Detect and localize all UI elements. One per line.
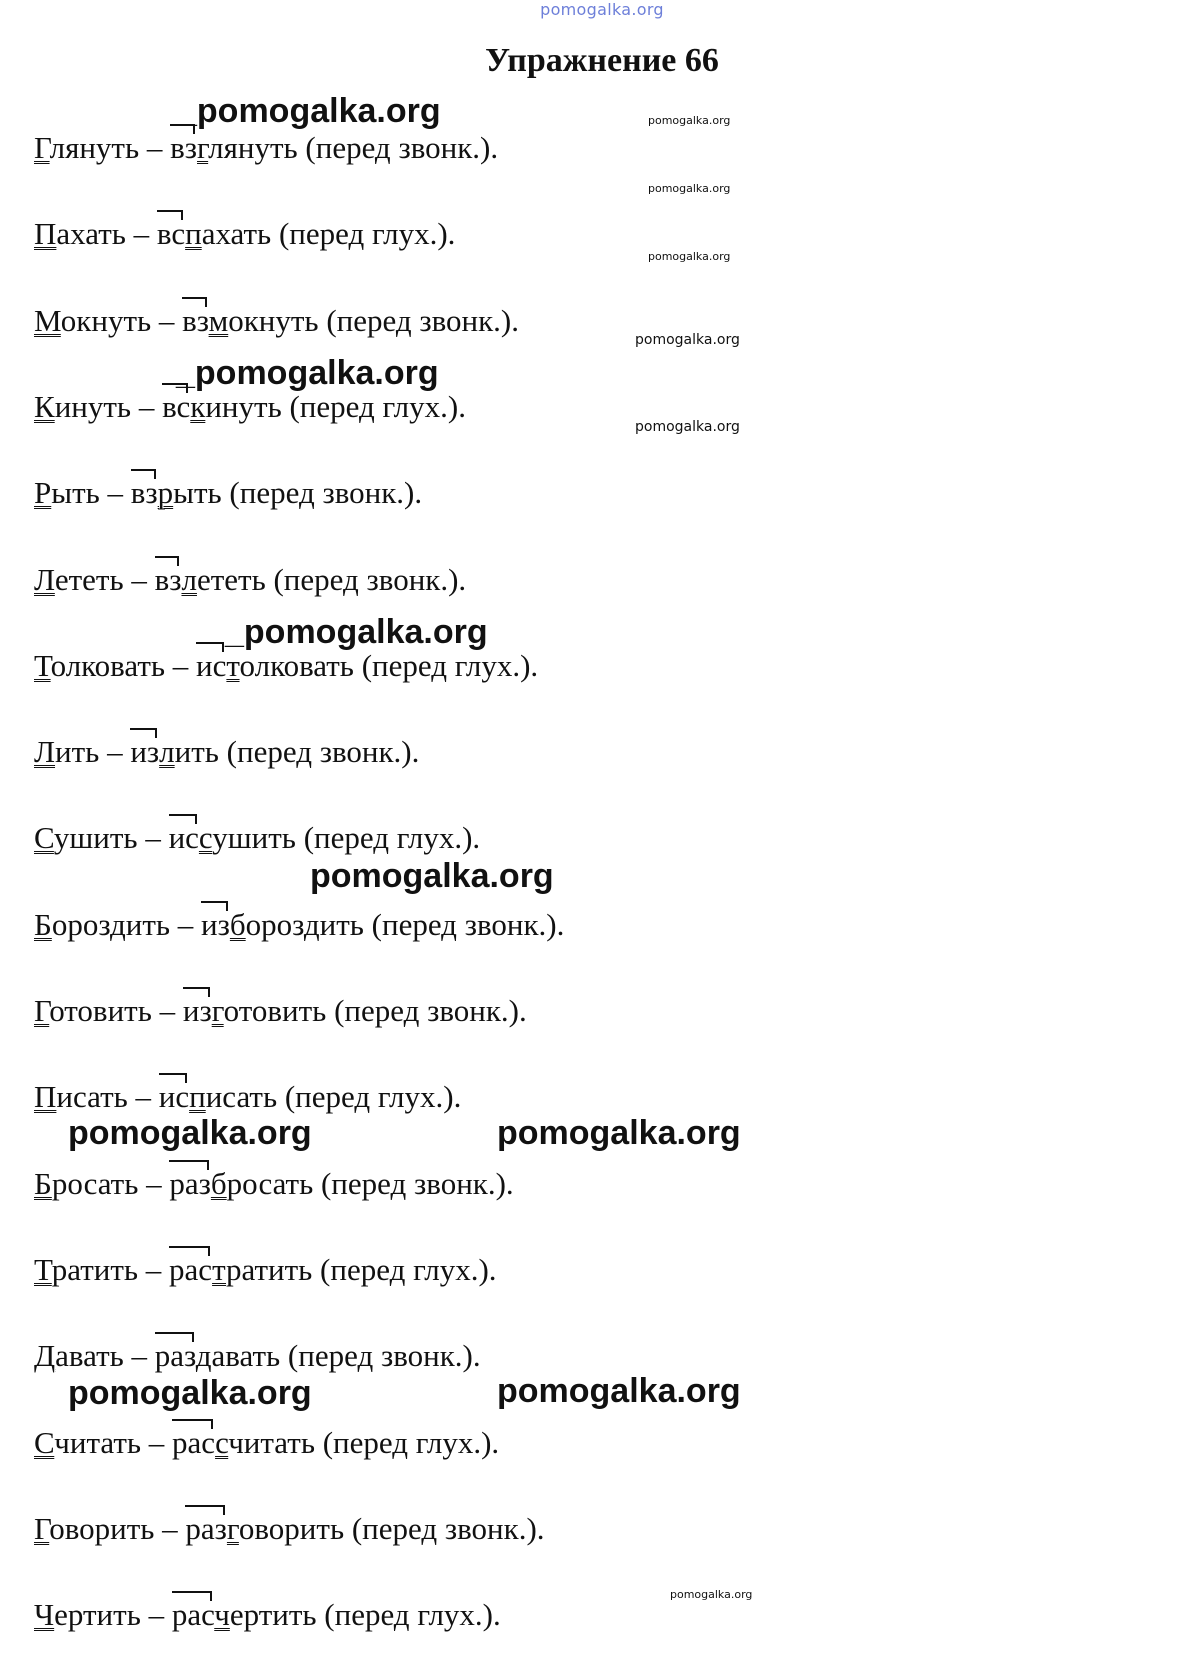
base-initial-letter: Г [34,993,50,1028]
derived-word: взглянуть [170,130,298,165]
base-initial-letter: Б [34,1166,52,1201]
rule-note: (перед глух.). [353,648,539,683]
derived-word: рассчитать [172,1425,315,1460]
prefix-mark: вс [162,389,191,424]
base-initial-letter: Т [34,1252,52,1287]
base-initial-letter: П [34,1079,57,1114]
base-word: Давать [34,1338,124,1373]
exercise-line [34,1425,499,1461]
exercise-line [34,389,466,425]
rule-note: (перед глух.). [281,389,466,424]
derived-word: изготовить [182,993,327,1028]
base-word: Лететь [34,562,124,597]
derived-word: расчертить [171,1597,317,1632]
consonant-mark: г [226,1511,239,1546]
base-word: Писать [34,1079,128,1114]
base-word: Считать [34,1425,142,1460]
dash: – [137,820,169,855]
watermark: pomogalka.org [497,1372,741,1410]
base-word: Рыть [34,475,100,510]
rule-note: (перед звонк.). [326,993,527,1028]
prefix-mark: вс [156,216,186,251]
rule-note: (перед звонк.). [344,1511,545,1546]
watermark: pomogalka.org [68,1374,312,1412]
base-word: Глянуть [34,130,140,165]
derived-word: взлететь [154,562,266,597]
watermark: pomogalka.org [648,250,731,263]
dash: – [151,993,183,1028]
derived-word: взрыть [130,475,222,510]
base-initial-letter: К [34,389,55,424]
prefix-mark: из [201,907,230,942]
dash: – [139,130,171,165]
dash: – [141,1425,173,1460]
base-initial-letter: Г [34,1511,50,1546]
exercise-line [34,1511,545,1547]
derived-word: иссушить [168,820,296,855]
base-word: Пахать [34,216,126,251]
consonant-mark: с [198,820,213,855]
prefix-mark: из [182,993,212,1028]
prefix-mark: рас [172,1425,216,1460]
derived-word: разговорить [185,1511,345,1546]
base-initial-letter: Г [34,130,50,165]
base-word: Сушить [34,820,138,855]
rule-note: (перед звонк.). [221,475,423,510]
exercise-line [34,1079,461,1115]
prefix-mark: рас [169,1252,213,1287]
base-initial-letter: Д [34,1338,56,1373]
base-word: Бросать [34,1166,139,1201]
dash: – [99,475,131,510]
consonant-mark: г [211,993,224,1028]
watermark: pomogalka.org [68,1114,312,1152]
watermark: pomogalka.org [635,332,740,348]
prefix-mark: из [130,734,160,769]
consonant-mark: б [229,907,246,942]
base-initial-letter: Т [34,648,51,683]
derived-word: раздавать [154,1338,281,1373]
consonant-mark: т [226,648,240,683]
prefix-mark: рас [171,1597,215,1632]
prefix-mark: ис [158,1079,190,1114]
dash: – [170,907,202,942]
consonant-mark: г [197,130,209,165]
dash: – [140,1597,172,1632]
prefix-mark: вз [154,562,182,597]
prefix-mark: вз [130,475,158,510]
rule-note: (перед глух.). [316,1597,501,1632]
rule-note: (перед звонк.). [265,562,467,597]
exercise-line [34,562,466,598]
derived-word: растратить [169,1252,313,1287]
derived-word: исписать [158,1079,278,1114]
watermark: _pomogalka.org [176,354,439,392]
rule-note: (перед звонк.). [297,130,499,165]
base-word: Тратить [34,1252,139,1287]
base-initial-letter: М [34,303,61,338]
base-initial-letter: Б [34,907,52,942]
base-initial-letter: Л [34,562,55,597]
consonant-mark: п [185,216,202,251]
dash: – [154,1511,186,1546]
dash: – [131,389,163,424]
base-initial-letter: С [34,1425,55,1460]
exercise-line [34,734,419,770]
dash: – [138,1252,170,1287]
page-title: Упражнение 66 [485,42,719,79]
prefix-mark: ис [196,648,227,683]
prefix-mark: вз [182,303,209,338]
base-word: Чертить [34,1597,141,1632]
derived-word: избороздить [201,907,364,942]
prefix-mark: раз [185,1511,227,1546]
dash: – [127,1079,159,1114]
rule-note: (перед глух.). [271,216,456,251]
consonant-mark: д [195,1338,212,1373]
consonant-mark: с [215,1425,229,1460]
derived-word: разбросать [169,1166,314,1201]
dash: – [138,1166,170,1201]
exercise-line [34,1166,514,1202]
rule-note: (перед звонк.). [363,907,565,942]
dash: – [99,734,131,769]
base-word: Говорить [34,1511,155,1546]
top-watermark: pomogalka.org [540,0,664,19]
dash: – [165,648,197,683]
prefix-mark: вз [170,130,197,165]
rule-note: (перед глух.). [312,1252,497,1287]
dash: – [123,562,155,597]
base-word: Толковать [34,648,166,683]
rule-note: (перед глух.). [314,1425,500,1460]
base-word: Готовить [34,993,152,1028]
watermark: pomogalka.org [648,182,731,195]
derived-word: взмокнуть [182,303,319,338]
rule-note: (перед звонк.). [313,1166,514,1201]
base-initial-letter: С [34,820,54,855]
consonant-mark: л [159,734,175,769]
derived-word: излить [130,734,219,769]
consonant-mark: л [181,562,197,597]
consonant-mark: ч [214,1597,230,1632]
derived-word: вскинуть [162,389,282,424]
watermark: pomogalka.org [310,857,554,895]
watermark: pomogalka.org [670,1588,753,1601]
dash: – [123,1338,155,1373]
exercise-line [34,993,527,1029]
derived-word: вспахать [156,216,272,251]
watermark: pomogalka.org [648,114,731,127]
consonant-mark: б [210,1166,227,1201]
exercise-line [34,1597,501,1633]
watermark: _pomogalka.org [225,613,488,651]
dash: – [125,216,157,251]
base-word: Кинуть [34,389,132,424]
prefix-mark: раз [169,1166,211,1201]
exercise-line [34,648,538,684]
exercise-line [34,1252,497,1288]
rule-note: (перед звонк.). [318,303,520,338]
exercise-line [34,475,422,511]
dash: – [151,303,183,338]
base-word: Мокнуть [34,303,152,338]
exercise-line [34,303,519,339]
base-initial-letter: П [34,216,57,251]
base-initial-letter: Л [34,734,56,769]
rule-note: (перед глух.). [295,820,481,855]
base-word: Бороздить [34,907,171,942]
prefix-mark: ис [168,820,199,855]
rule-note: (перед звонк.). [218,734,420,769]
consonant-mark: к [190,389,206,424]
watermark: pomogalka.org [497,1114,741,1152]
consonant-mark: м [208,303,229,338]
consonant-mark: т [212,1252,227,1287]
rule-note: (перед звонк.). [280,1338,481,1373]
exercise-line [34,907,564,943]
exercise-line [34,216,455,252]
watermark: _pomogalka.org [178,92,441,130]
exercise-line [34,130,498,166]
consonant-mark: п [189,1079,206,1114]
rule-note: (перед глух.). [277,1079,462,1114]
derived-word: истолковать [196,648,354,683]
consonant-mark: р [157,475,174,510]
exercise-line [34,1338,481,1374]
base-word: Лить [34,734,100,769]
prefix-mark: раз [154,1338,196,1373]
base-initial-letter: Р [34,475,52,510]
base-initial-letter: Ч [34,1597,55,1632]
exercise-line [34,820,480,856]
watermark: pomogalka.org [635,419,740,435]
